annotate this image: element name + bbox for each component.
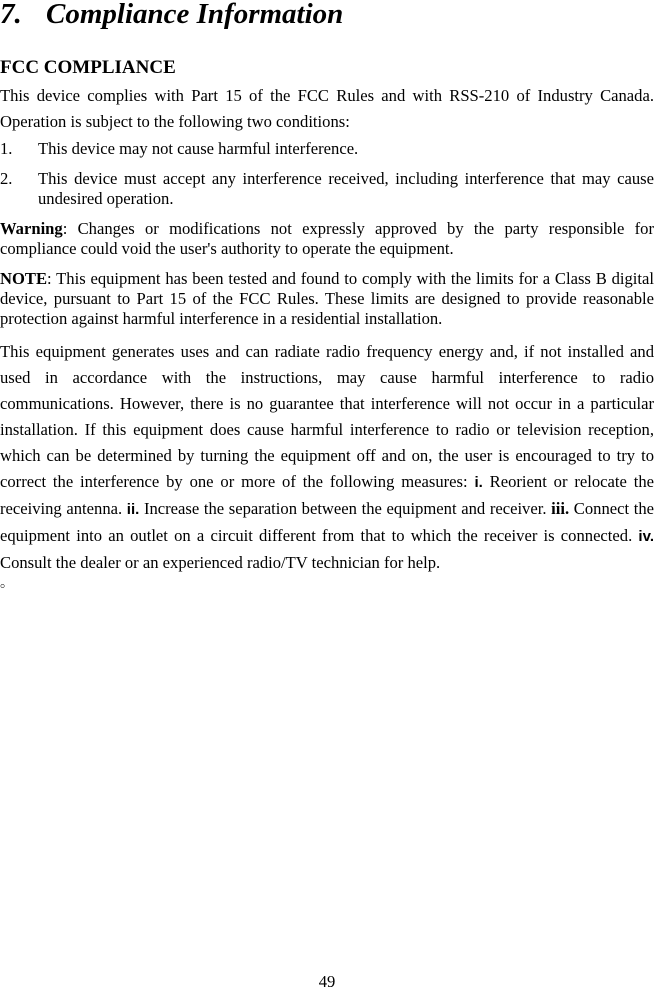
measure-text: Increase the separation between the equipment and receiver. (139, 499, 552, 518)
fcc-compliance-heading: FCC COMPLIANCE (0, 57, 176, 78)
fcc-intro-paragraph: This device complies with Part 15 of the FCC Rules and with RSS-210 of Industry Canada. Operation is subject to the following two conditions: (0, 86, 654, 131)
measure-marker: iii. (551, 499, 570, 518)
measure-text: Reorient or relocate the receiving antenna. (0, 472, 654, 518)
measures-lead: This equipment generates uses and can radiate radio frequency energy and, if not installed and used in accordance with the instructions, may cause harmful interference to radio communications. However, there is no guarantee that interference will not occur in a particular installation. If this equipment does cause harmful interference to radio or television reception, which can be determined by turning the equipment off and on, the user is encouraged to try to correct the interference by one or more of the following measures: (0, 342, 654, 491)
condition-number: 2. (0, 169, 13, 188)
warning-label: Warning (0, 219, 63, 238)
measure-text: Connect the equipment into an outlet on a circuit different from that to which the receiver is connected. (0, 499, 654, 545)
measure-marker: iv. (638, 528, 654, 545)
page-number: 49 (318, 972, 336, 991)
end-mark: 。 (0, 576, 14, 591)
condition-text: This device may not cause harmful interference. (38, 139, 359, 158)
page-content (0, 56, 654, 592)
list-item (0, 139, 654, 159)
note-paragraph (0, 269, 654, 329)
warning-text: : Changes or modifications not expressly approved by the party responsible for compliance could void the user's authority to operate the equipment. (0, 219, 654, 258)
condition-number: 1. (0, 139, 13, 158)
measure-marker: ii. (126, 501, 140, 518)
section-title: Compliance Information (46, 0, 344, 30)
note-text: : This equipment has been tested and found to comply with the limits for a Class B digital device, pursuant to Part 15 of the FCC Rules. These limits are designed to provide reasonable protection against harmful interference in a residential installation. (0, 269, 654, 328)
section-heading (0, 0, 343, 34)
section-number: 7. (0, 0, 22, 30)
measure-marker: i. (474, 474, 483, 491)
measure-text: Consult the dealer or an experienced radio/TV technician for help. (0, 553, 441, 572)
condition-text: This device must accept any interference received, including interference that may cause undesired operation. (38, 169, 654, 208)
measures-paragraph (0, 339, 654, 576)
list-item (0, 169, 654, 209)
conditions-list (0, 139, 654, 209)
note-label: NOTE (0, 269, 48, 288)
warning-paragraph (0, 219, 654, 259)
